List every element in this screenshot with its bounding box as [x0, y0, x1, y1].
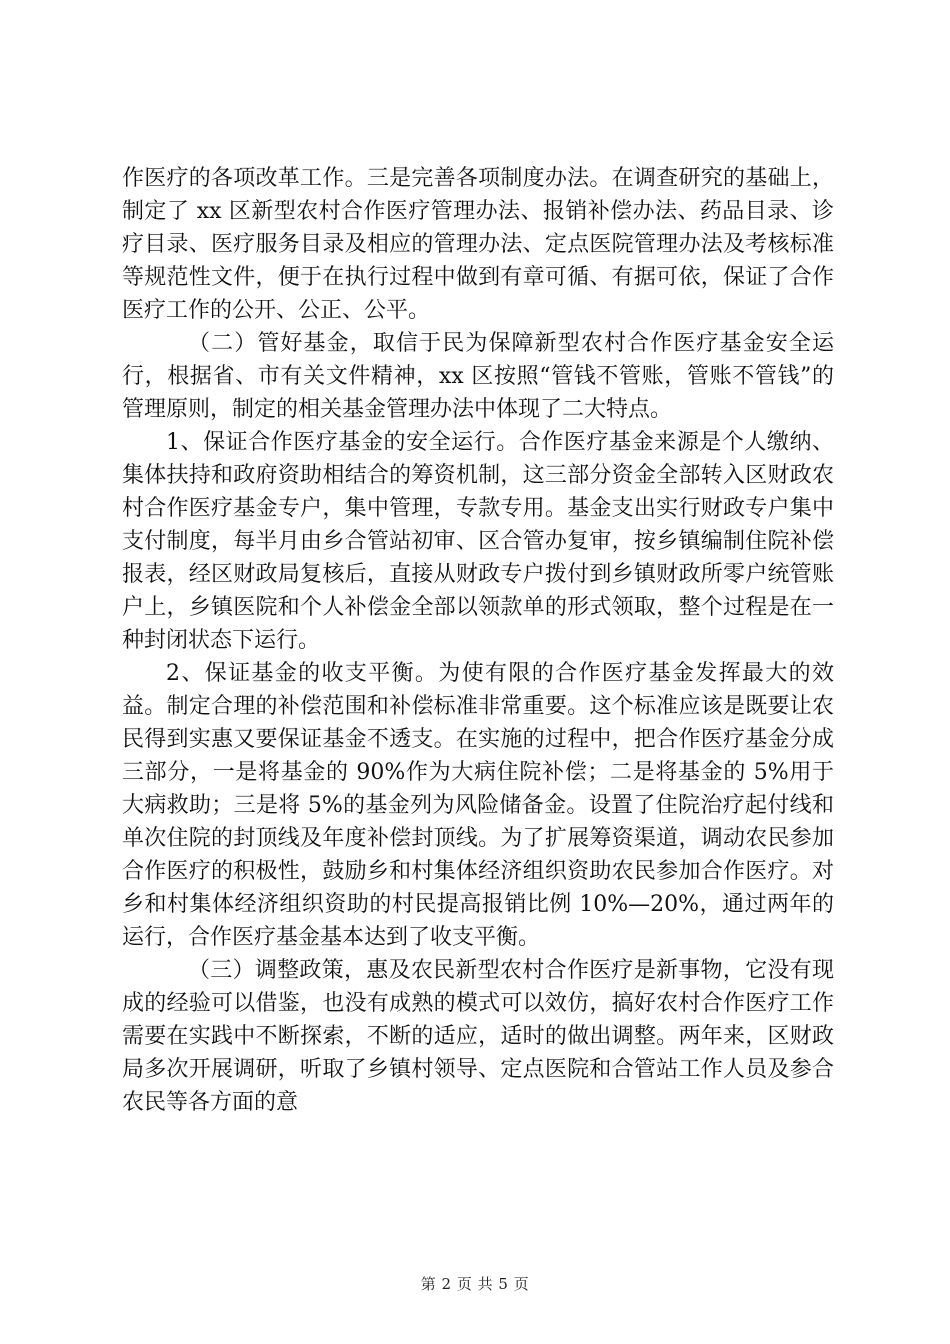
paragraph-fund-balance: 2、保证基金的收支平衡。为使有限的合作医疗基金发挥最大的效益。制定合理的补偿范围和补偿标准非常重要。这个标准应该是既要让农民得到实惠又要保证基金不透支。在实施的过程中，把合作医疗基金分成三部分，一是将基金的 90%作为大病住院补偿；二是将基金的 5%用于大病救助；三是将 5%的基金列为风险储备金。设置了住院治疗起付线和单次住院的封顶线及年度补偿封顶线。为了扩展筹资渠道，调动农民参加合作医疗的积极性，鼓励乡和村集体经济组织资助农民参加合作医疗。对乡和村集体经济组织资助的村民提高报销比例 10%—20%，通过两年的运行，合作医疗基金基本达到了收支平衡。	[122, 661, 834, 950]
document-body	[122, 162, 834, 1119]
paragraph-fund-management-heading: （二）管好基金，取信于民为保障新型农村合作医疗基金安全运行，根据省、市有关文件精神，xx 区按照“管钱不管账，管账不管钱”的管理原则，制定的相关基金管理办法中体现了二大特点。	[122, 331, 834, 422]
paragraph-reform-measures: 作医疗的各项改革工作。三是完善各项制度办法。在调查研究的基础上，制定了 xx 区新型农村合作医疗管理办法、报销补偿办法、药品目录、诊疗目录、医疗服务目录及相应的管理办法、定点医院管理办法及考核标准等规范性文件，便于在执行过程中做到有章可循、有据可依，保证了合作医疗工作的公开、公正、公平。	[122, 166, 834, 323]
paragraph-fund-safety: 1、保证合作医疗基金的安全运行。合作医疗基金来源是个人缴纳、集体扶持和政府资助相结合的筹资机制，这三部分资金全部转入区财政农村合作医疗基金专户，集中管理，专款专用。基金支出实行财政专户集中支付制度，每半月由乡合管站初审、区合管办复审，按乡镇编制住院补偿报表，经区财政局复核后，直接从财政专户拨付到乡镇财政所零户统管账户上，乡镇医院和个人补偿金全部以领款单的形式领取，整个过程是在一种封闭状态下运行。	[122, 430, 834, 653]
page-number-footer: 第 2 页 共 5 页	[420, 1275, 530, 1293]
paragraph-policy-adjustment: （三）调整政策，惠及农民新型农村合作医疗是新事物，它没有现成的经验可以借鉴，也没有成熟的模式可以效仿，搞好农村合作医疗工作需要在实践中不断探索，不断的适应，适时的做出调整。两年来，区财政局多次开展调研，听取了乡镇村领导、定点医院和合管站工作人员及参合农民等各方面的意	[122, 958, 834, 1115]
